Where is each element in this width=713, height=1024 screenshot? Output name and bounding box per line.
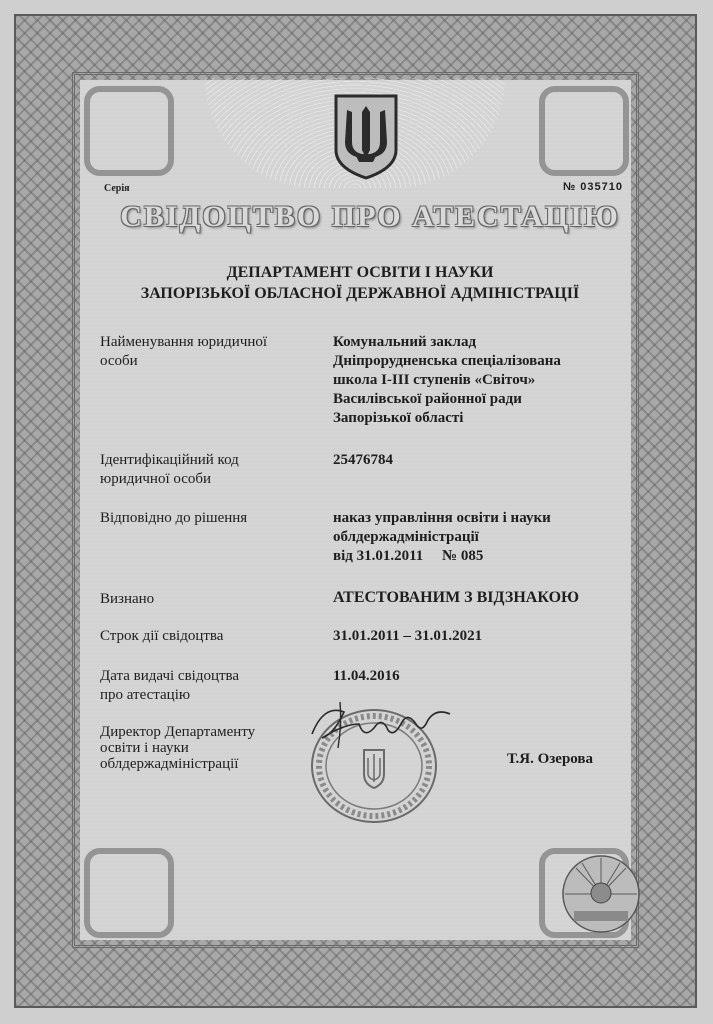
value-line: Комунальний заклад	[333, 334, 477, 350]
issuer-line: ДЕПАРТАМЕНТ ОСВІТИ І НАУКИ	[226, 264, 494, 281]
entity-name-value	[333, 333, 633, 428]
label-line: Відповідно до рішення	[100, 510, 248, 526]
series-label: Серія	[104, 183, 130, 194]
value-line: 25476784	[333, 452, 393, 468]
value-line: 31.01.2011 – 31.01.2021	[333, 628, 483, 644]
decision-label	[100, 509, 315, 528]
signer-title	[100, 724, 315, 772]
validity-label	[100, 627, 315, 646]
issuer-block	[80, 262, 640, 304]
document-title: СВІДОЦТВО ПРО АТЕСТАЦІЮ	[120, 200, 620, 233]
recognized-value	[333, 588, 633, 607]
signature-icon	[304, 694, 454, 754]
value-line: облдержадміністрації	[333, 529, 479, 545]
entity-code-value	[333, 451, 633, 470]
label-line: освіти і науки	[100, 740, 189, 756]
entity-code-label	[100, 451, 315, 489]
value-line: від 31.01.2011 № 085	[333, 548, 484, 564]
hologram-icon	[560, 853, 642, 935]
value-line: Василівської районної ради	[333, 391, 522, 407]
issuer-line: ЗАПОРІЗЬКОЇ ОБЛАСНОЇ ДЕРЖАВНОЇ АДМІНІСТРАЦІЇ	[140, 285, 580, 302]
signer-name: Т.Я. Озерова	[507, 751, 594, 767]
label-line: Директор Департаменту	[100, 724, 256, 740]
value-line: школа І-ІІІ ступенів «Світоч»	[333, 372, 536, 388]
corner-ornament	[539, 86, 629, 176]
value-line: Запорізької області	[333, 410, 464, 426]
issue-date-value	[333, 667, 633, 686]
corner-ornament	[84, 848, 174, 938]
recognized-label	[100, 590, 315, 609]
issue-date-label	[100, 667, 315, 705]
value-line: 11.04.2016	[333, 668, 400, 684]
label-line: облдержадміністрації	[100, 756, 239, 772]
label-line: про атестацію	[100, 687, 191, 703]
label-line: Дата видачі свідоцтва	[100, 668, 240, 684]
validity-value	[333, 627, 633, 646]
trident-icon	[333, 92, 399, 180]
entity-name-label	[100, 333, 315, 371]
decision-value	[333, 509, 633, 566]
label-line: Найменування юридичної	[100, 334, 268, 350]
label-line: Визнано	[100, 591, 155, 607]
label-line: юридичної особи	[100, 471, 212, 487]
label-line: особи	[100, 353, 138, 369]
certificate-number: № 035710	[562, 181, 623, 193]
value-line: АТЕСТОВАНИМ З ВІДЗНАКОЮ	[333, 589, 580, 606]
corner-ornament	[84, 86, 174, 176]
label-line: Ідентифікаційний код	[100, 452, 239, 468]
label-line: Строк дії свідоцтва	[100, 628, 224, 644]
value-line: Дніпрорудненська спеціалізована	[333, 353, 561, 369]
value-line: наказ управління освіти і науки	[333, 510, 551, 526]
